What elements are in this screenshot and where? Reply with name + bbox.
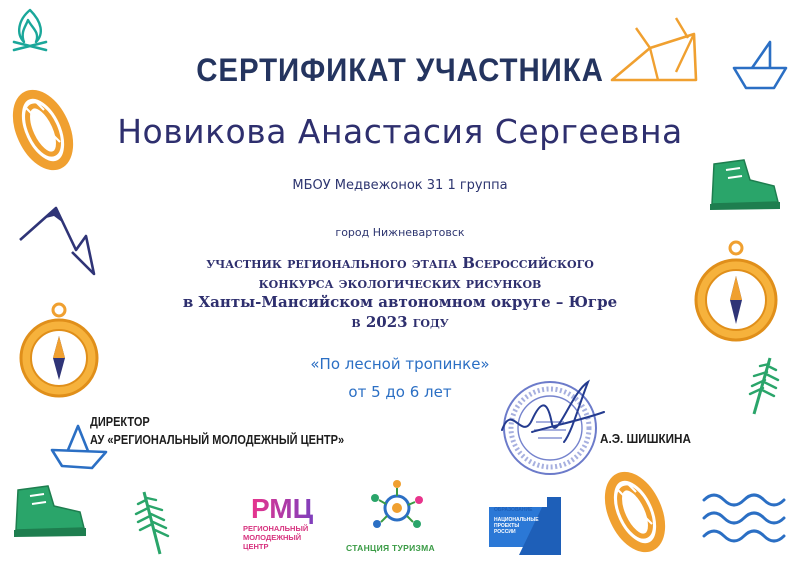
position-line: АУ «РЕГИОНАЛЬНЫЙ МОЛОДЕЖНЫЙ ЦЕНТР» (90, 433, 345, 447)
director-position (90, 413, 344, 449)
national-projects-caption: ОБРАЗОВАНИЕ НАЦИОНАЛЬНЫЕ ПРОЕКТЫ РОССИИ (494, 507, 539, 535)
rmc-mark: РМЦ (250, 493, 314, 524)
description-line: конкурса экологических рисунков (258, 273, 542, 292)
age-group: от 5 до 6 лет (348, 383, 452, 401)
organization: МБОУ Медвежонок 31 1 группа (292, 178, 508, 193)
pine-tree-icon (130, 488, 174, 558)
campfire-icon (10, 6, 50, 56)
hiking-boot-icon (10, 480, 90, 540)
rope-coil-icon (598, 462, 672, 560)
contest-name: «По лесной тропинке» (310, 355, 490, 373)
tourism-station-logo (367, 478, 427, 540)
tourism-station-name: СТАНЦИЯ ТУРИЗМА (346, 543, 435, 553)
position-line: ДИРЕКТОР (90, 415, 150, 429)
signer-name: А.Э. ШИШКИНА (600, 431, 691, 446)
recipient-name: Новикова Анастасия Сергеевна (117, 112, 683, 151)
description-line: в 2023 году (351, 312, 449, 331)
certificate-title: СЕРТИФИКАТ УЧАСТНИКА (196, 52, 604, 88)
handwritten-signature (492, 372, 612, 452)
wave-icon (700, 488, 796, 548)
rmc-logo (242, 491, 322, 525)
rmc-caption: РЕГИОНАЛЬНЫЙ МОЛОДЕЖНЫЙ ЦЕНТР (243, 524, 309, 551)
participation-description (0, 254, 800, 332)
description-line: в Ханты-Мансийском автономном округе – Югре (182, 293, 618, 311)
city: город Нижневартовск (335, 226, 465, 239)
description-line: участник регионального этапа Всероссийского (206, 254, 594, 272)
